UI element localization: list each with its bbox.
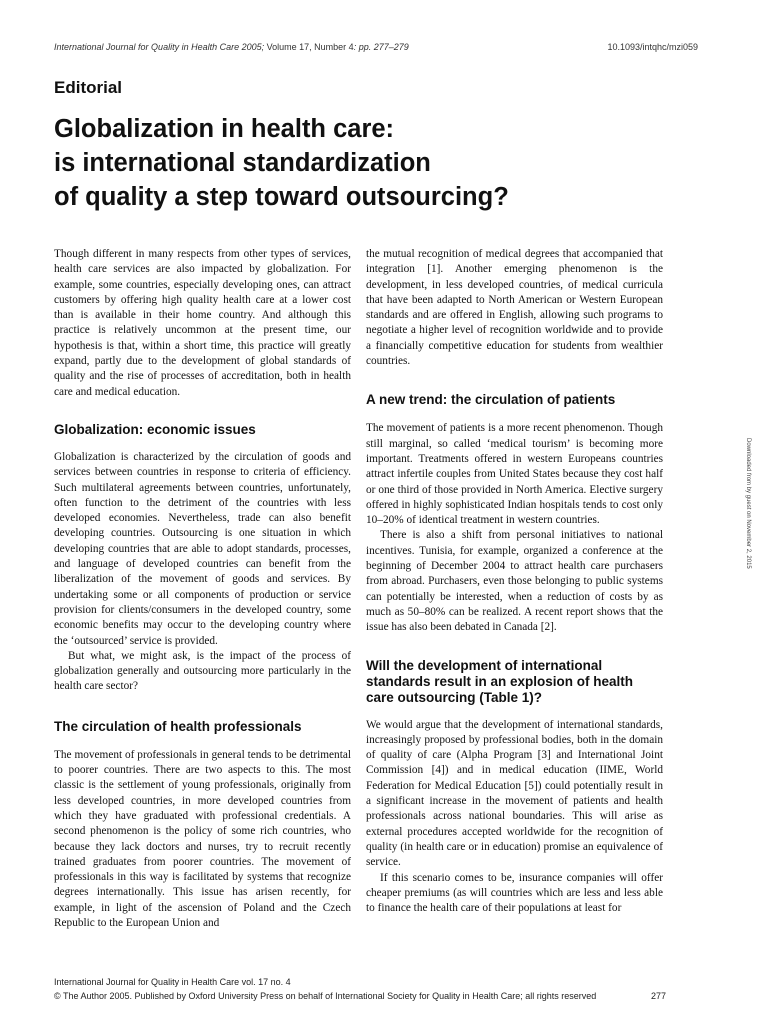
left-column bbox=[54, 247, 351, 931]
economic-paragraph-2: But what, we might ask, is the impact of the process of globalization generally and outsourcing more particularly in the health care sector? bbox=[54, 649, 351, 693]
citation-pages: : pp. 277–279 bbox=[353, 42, 409, 52]
professionals-paragraph-1: The movement of professionals in general tends to be detrimental to poorer countries. There are two aspects to this. The most classic is the settlement of young professionals, originally from less developed countries, in more developed countries from which they have graduated with professional credentials. A second phenomenon is the policy of some rich countries, who because they lack doctors and nurses, try to recruit recently trained graduates from poorer countries. The movement of professionals in this way is facilitated by systems that recognize degrees internationally. This issue has arisen recently, for example, in light of the ascension of Poland and the Czech Republic to the European Union and bbox=[54, 748, 351, 929]
title-line-3: of quality a step toward outsourcing? bbox=[54, 183, 509, 211]
title-line-2: is international standardization bbox=[54, 149, 431, 177]
citation-volume: Volume 17, Number 4 bbox=[266, 42, 354, 52]
title-line-1: Globalization in health care: bbox=[54, 115, 395, 143]
economic-paragraph-1: Globalization is characterized by the circulation of goods and services between countries in response to criteria of efficiency. Such multilateral agreements between countries, unfortunately, often function to the detriment of the countries with less developed economies. Nevertheless, trade can also benefit developing countries. Outsourcing is one situation in which developing countries that are able to adopt standards, processes, and language of developed countries can benefit from the liberalization of the movement of goods and services. By undertaking some or all components of production or service provision for clients/consumers in the developed country, some economic benefits may occur to the developing country where the ‘outsourced’ service is provided. bbox=[54, 450, 351, 647]
intro-paragraph: Though different in many respects from other types of services, health care services are also impacted by globalization. For example, some countries, especially developing ones, can attract customers by offering high quality health care at a lower cost than is available in their home country. And although this practice is relatively uncommon at the present time, our hypothesis is that, within a short time, this practice will greatly expand, partly due to the development of global standards of quality and the rise of processes of accreditation, both in health care and medical education. bbox=[54, 248, 351, 398]
standards-paragraph-1: We would argue that the development of international standards, increasingly proposed by professional bodies, both in the domain of quality of care (Alpha Program [3] and International Joint Commission [4]) and in medical education (IIME, World Federation for Medical Education [5]) could potentially result in a significant increase in the movement of patients and health professionals across national boundaries. This will arise as external procedures accepted worldwide for the recognition of quality (in health care or in education) promise an equivalence of service. bbox=[366, 718, 663, 869]
heading-economic-issues: Globalization: economic issues bbox=[54, 421, 256, 437]
continued-paragraph: the mutual recognition of medical degrees that accompanied that integration [1]. Another emerging phenomenon is the development, in less developed countries, of medical curricula that have been adapted to North American or Western European standards and are offered in English, allowing such programs to negotiate a higher level of recognition worldwide and to provide a financially competitive education for students from wealthier countries. bbox=[366, 248, 663, 368]
running-header-citation bbox=[54, 42, 409, 52]
download-watermark: Downloaded from by guest on November 2, 2015 bbox=[745, 438, 751, 569]
heading-international-standards: Will the development of international standards result in an explosion of health care outsourcing (Table 1)? bbox=[366, 657, 634, 705]
heading-circulation-patients: A new trend: the circulation of patients bbox=[366, 392, 616, 408]
standards-paragraph-2: If this scenario comes to be, insurance companies will offer cheaper premiums (as will countries which are less and less able to finance the health care of their populations at least for bbox=[366, 871, 663, 915]
footer-journal: International Journal for Quality in Health Care vol. 17 no. 4 bbox=[54, 977, 291, 987]
patients-paragraph-1: The movement of patients is a more recent phenomenon. Though still marginal, so called ‘medical tourism’ is becoming more important. Treatments offered in western Europeans countries attract infertile couples from United States because they cost half or one third of those provided in North America. Elective surgery offered in highly sophisticated Indian hospitals tends to cost only 10–20% of identical treatment in western countries. bbox=[366, 422, 663, 527]
page-number: 277 bbox=[650, 991, 666, 1001]
citation-journal: International Journal for Quality in Health Care bbox=[54, 42, 240, 52]
footer-copyright: © The Author 2005. Published by Oxford University Press on behalf of International Society for Quality in Health Care; all rights reserved bbox=[54, 991, 597, 1001]
patients-paragraph-2: There is also a shift from personal initiatives to national incentives. Tunisia, for example, organized a conference at the beginning of December 2004 to attract health care purchasers from abroad. Purchasers, even those belonging to public systems can potentially be interested, when a reduction of costs by as much as 50–80% can be realized. A recent report shows that the issue has also been debated in Canada [2]. bbox=[366, 529, 663, 634]
section-label: Editorial bbox=[54, 78, 123, 97]
citation-year: 2005; bbox=[239, 42, 267, 52]
article-title bbox=[54, 112, 694, 214]
running-header-doi: 10.1093/intqhc/mzi059 bbox=[607, 42, 698, 52]
heading-health-professionals: The circulation of health professionals bbox=[54, 718, 302, 734]
right-column bbox=[366, 247, 663, 916]
